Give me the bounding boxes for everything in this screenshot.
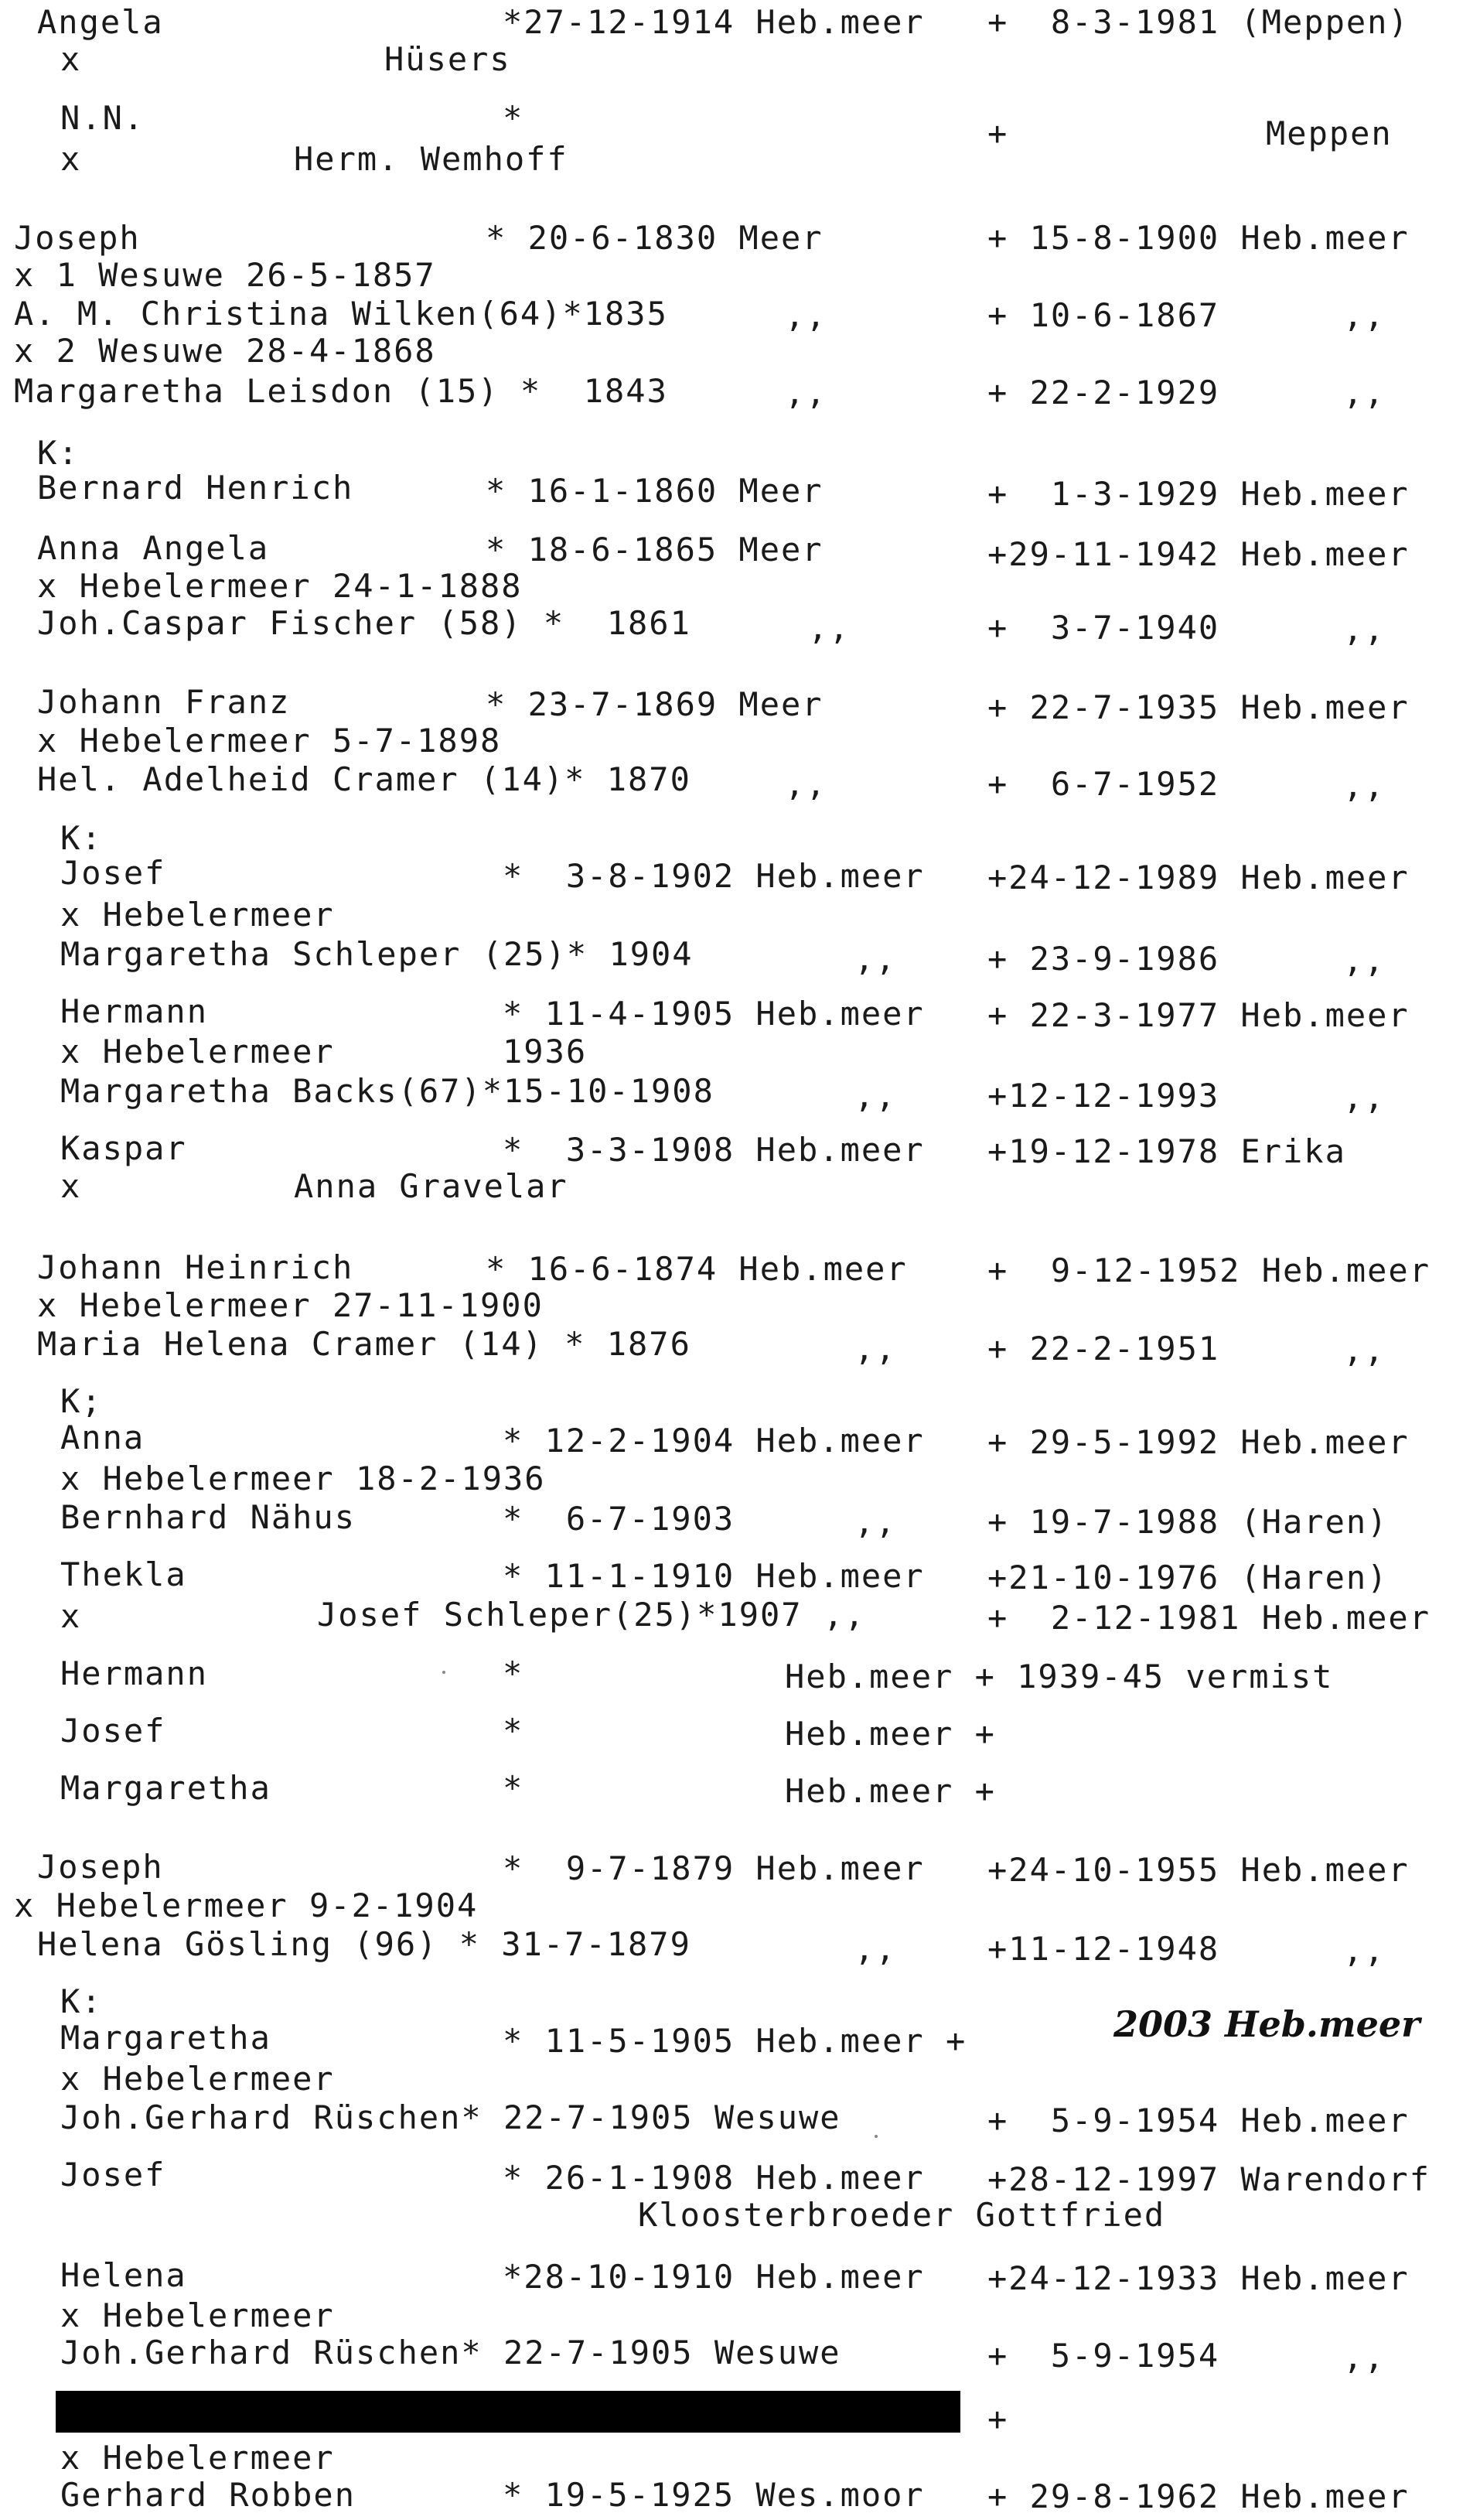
record-text-line: ,, — [1343, 296, 1386, 334]
record-text-line: + — [987, 114, 1009, 152]
record-text-line: ,, — [785, 296, 827, 334]
record-text-line: Margaretha Schleper (25)* 1904 — [60, 935, 694, 973]
record-text-line: Joseph — [37, 1848, 164, 1886]
record-text-line: ,, — [1343, 1078, 1386, 1116]
record-text-line: Meppen — [1266, 114, 1393, 152]
record-text-line: Heb.meer + — [785, 1772, 996, 1810]
record-text-line: * 19-5-1925 Wes.moor — [503, 2476, 925, 2514]
record-text-line: Hermann — [60, 992, 209, 1030]
record-text-line: x Hebelermeer — [60, 2296, 335, 2334]
record-text-line: Bernhard Nähus — [60, 1498, 356, 1536]
record-text-line: ,, — [1343, 610, 1386, 648]
ink-speck — [875, 2135, 878, 2138]
record-text-line: Johann Franz — [37, 683, 291, 721]
record-text-line: x — [60, 140, 82, 178]
record-text-line: Margaretha — [60, 2019, 271, 2057]
record-text-line: Helena — [60, 2256, 187, 2294]
record-text-line: Josef — [60, 1712, 166, 1750]
record-text-line: + 22-2-1951 — [987, 1330, 1220, 1368]
record-text-line: +21-10-1976 (Haren) — [987, 1559, 1389, 1596]
record-text-line: ,, — [854, 940, 897, 978]
record-text-line: +11-12-1948 — [987, 1930, 1220, 1968]
record-text-line: Anna Gravelar — [294, 1167, 568, 1205]
record-text-line: Heb.meer + 1939-45 vermist — [785, 1658, 1334, 1695]
record-text-line: ,, — [854, 1330, 897, 1368]
record-text-line: ,, — [1343, 767, 1386, 804]
record-text-line: + 8-3-1981 (Meppen) — [987, 3, 1410, 41]
ink-speck — [442, 1671, 445, 1674]
record-text-line: +12-12-1993 — [987, 1077, 1220, 1115]
record-text-line: Helena Gösling (96) * 31-7-1879 — [37, 1925, 691, 1963]
record-text-line: + 22-3-1977 Heb.meer — [987, 996, 1410, 1034]
record-text-line: * 9-7-1879 Heb.meer — [503, 1849, 925, 1887]
record-text-line: ,, — [808, 609, 851, 647]
record-text-line: Hel. Adelheid Cramer (14)* 1870 — [37, 760, 691, 798]
record-text-line: A. M. Christina Wilken(64)*1835 — [14, 295, 668, 333]
record-text-line: * 16-1-1860 Meer — [486, 472, 824, 510]
record-text-line: + 10-6-1867 — [987, 296, 1220, 334]
record-text-line: + 3-7-1940 — [987, 609, 1220, 647]
record-text-line: * 3-8-1902 Heb.meer — [503, 857, 925, 895]
record-text-line: Anna Angela — [37, 529, 270, 567]
record-text-line: x — [60, 1597, 82, 1635]
record-text-line: + 5-9-1954 Heb.meer — [987, 2102, 1410, 2139]
record-text-line: ,, — [1343, 374, 1386, 411]
record-text-line: Joh.Gerhard Rüschen* 22-7-1905 Wesuwe — [60, 2098, 841, 2136]
record-text-line: x Hebelermeer — [60, 1033, 335, 1070]
record-text-line: Joseph — [14, 219, 141, 257]
record-text-line: ,, — [1343, 1331, 1386, 1369]
record-text-line: +19-12-1978 Erika — [987, 1132, 1346, 1170]
record-text-line: + 22-2-1929 — [987, 374, 1220, 411]
record-text-line: Gerhard Robben — [60, 2476, 356, 2514]
record-text-line: x Hebelermeer 27-11-1900 — [37, 1286, 544, 1324]
record-text-line: * — [503, 1712, 524, 1750]
record-text-line: * 11-1-1910 Heb.meer — [503, 1557, 925, 1595]
record-text-line: x Hebelermeer 9-2-1904 — [14, 1887, 479, 1924]
record-text-line: + 15-8-1900 Heb.meer — [987, 219, 1410, 257]
record-text-line: x Hebelermeer — [60, 2060, 335, 2098]
record-text-line: * 11-5-1905 Heb.meer + — [503, 2022, 967, 2060]
record-text-line: ,, — [1343, 1931, 1386, 1969]
record-text-line: Josef — [60, 2156, 166, 2194]
record-text-line: * 11-4-1905 Heb.meer — [503, 995, 925, 1033]
record-text-line: *28-10-1910 Heb.meer — [503, 2258, 925, 2296]
record-text-line: * — [503, 1769, 524, 1807]
record-text-line: x — [60, 40, 82, 78]
record-text-line: * — [503, 1654, 524, 1692]
record-text-line: x Hebelermeer 18-2-1936 — [60, 1460, 546, 1497]
record-text-line: Kaspar — [60, 1129, 187, 1167]
record-text-line: ,, — [854, 1930, 897, 1968]
record-text-line: Margaretha Leisdon (15) * 1843 — [14, 372, 668, 410]
record-text-line: * 20-6-1830 Meer — [486, 219, 824, 257]
record-text-line: +28-12-1997 Warendorf — [987, 2160, 1431, 2198]
record-text-line: + 1-3-1929 Heb.meer — [987, 475, 1410, 513]
record-text-line: *27-12-1914 Heb.meer — [503, 3, 925, 41]
handwritten-annotation: 2003 Heb.meer — [1113, 2003, 1420, 2045]
record-text-line: * 3-3-1908 Heb.meer — [503, 1131, 925, 1169]
record-text-line: K: — [60, 819, 103, 857]
record-text-line: ,, — [1343, 941, 1386, 979]
record-text-line: Thekla — [60, 1555, 187, 1593]
record-text-line: ,, — [1343, 2338, 1386, 2376]
record-text-line: ,, — [854, 1077, 897, 1115]
record-text-line: Josef — [60, 854, 166, 892]
record-text-line: + 23-9-1986 — [987, 940, 1220, 978]
record-text-line: x 2 Wesuwe 28-4-1868 — [14, 332, 436, 370]
record-text-line: x Hebelermeer — [60, 2439, 335, 2477]
record-text-line: Margaretha — [60, 1769, 271, 1807]
record-text-line: + 22-7-1935 Heb.meer — [987, 688, 1410, 726]
record-text-line: N.N. — [60, 99, 145, 137]
record-text-line: * 26-1-1908 Heb.meer — [503, 2159, 925, 2197]
record-text-line: * 16-6-1874 Heb.meer — [486, 1250, 908, 1288]
record-text-line: * 18-6-1865 Meer — [486, 531, 824, 569]
record-text-line: * — [503, 99, 524, 137]
record-text-line: * 6-7-1903 — [503, 1500, 735, 1538]
record-text-line: +24-10-1955 Heb.meer — [987, 1851, 1410, 1889]
record-text-line: + 2-12-1981 Heb.meer — [987, 1599, 1431, 1637]
record-text-line: x 1 Wesuwe 26-5-1857 — [14, 256, 436, 294]
record-text-line: +24-12-1989 Heb.meer — [987, 859, 1410, 896]
record-text-line: Josef Schleper(25)*1907 ,, — [317, 1596, 866, 1634]
record-text-line: Joh.Gerhard Rüschen* 22-7-1905 Wesuwe — [60, 2334, 841, 2371]
record-text-line: Joh.Caspar Fischer (58) * 1861 — [37, 604, 691, 642]
record-text-line: K; — [60, 1382, 103, 1420]
record-text-line: x — [60, 1167, 82, 1205]
record-text-line: ,, — [854, 1503, 897, 1541]
record-text-line: +29-11-1942 Heb.meer — [987, 535, 1410, 573]
record-text-line: x Hebelermeer 5-7-1898 — [37, 722, 502, 760]
record-text-line: + 6-7-1952 — [987, 765, 1220, 803]
record-text-line: Margaretha Backs(67)*15-10-1908 — [60, 1072, 714, 1110]
record-text-line: x Hebelermeer — [60, 896, 335, 934]
record-text-line: Angela — [37, 3, 164, 41]
record-text-line: Herm. Wemhoff — [294, 140, 568, 178]
record-text-line: + 29-8-1962 Heb.meer — [987, 2477, 1410, 2515]
record-text-line: + 9-12-1952 Heb.meer — [987, 1251, 1431, 1289]
record-text-line: K: — [37, 434, 80, 472]
record-text-line: + 5-9-1954 — [987, 2337, 1220, 2375]
record-text-line: Hüsers — [384, 40, 511, 78]
record-text-line: ,, — [785, 765, 827, 803]
record-text-line: 1936 — [503, 1033, 588, 1070]
record-text-line: * 12-2-1904 Heb.meer — [503, 1422, 925, 1460]
record-text-line: +24-12-1933 Heb.meer — [987, 2259, 1410, 2297]
record-text-line: Anna — [60, 1419, 145, 1456]
record-text-line: + 19-7-1988 (Haren) — [987, 1503, 1389, 1541]
record-text-line: + — [987, 2400, 1009, 2438]
redacted-name-bar — [56, 2391, 960, 2433]
record-text-line: Kloosterbroeder Gottfried — [638, 2196, 1166, 2234]
record-text-line: ,, — [785, 374, 827, 411]
record-text-line: Johann Heinrich — [37, 1248, 354, 1286]
record-text-line: Bernard Henrich — [37, 469, 354, 507]
record-text-line: + 29-5-1992 Heb.meer — [987, 1423, 1410, 1461]
record-text-line: * 23-7-1869 Meer — [486, 685, 824, 723]
record-text-line: x Hebelermeer 24-1-1888 — [37, 567, 523, 605]
record-text-line: Hermann — [60, 1654, 209, 1692]
record-text-line: K: — [60, 1982, 103, 2020]
record-text-line: Maria Helena Cramer (14) * 1876 — [37, 1325, 691, 1363]
record-text-line: Heb.meer + — [785, 1715, 996, 1753]
